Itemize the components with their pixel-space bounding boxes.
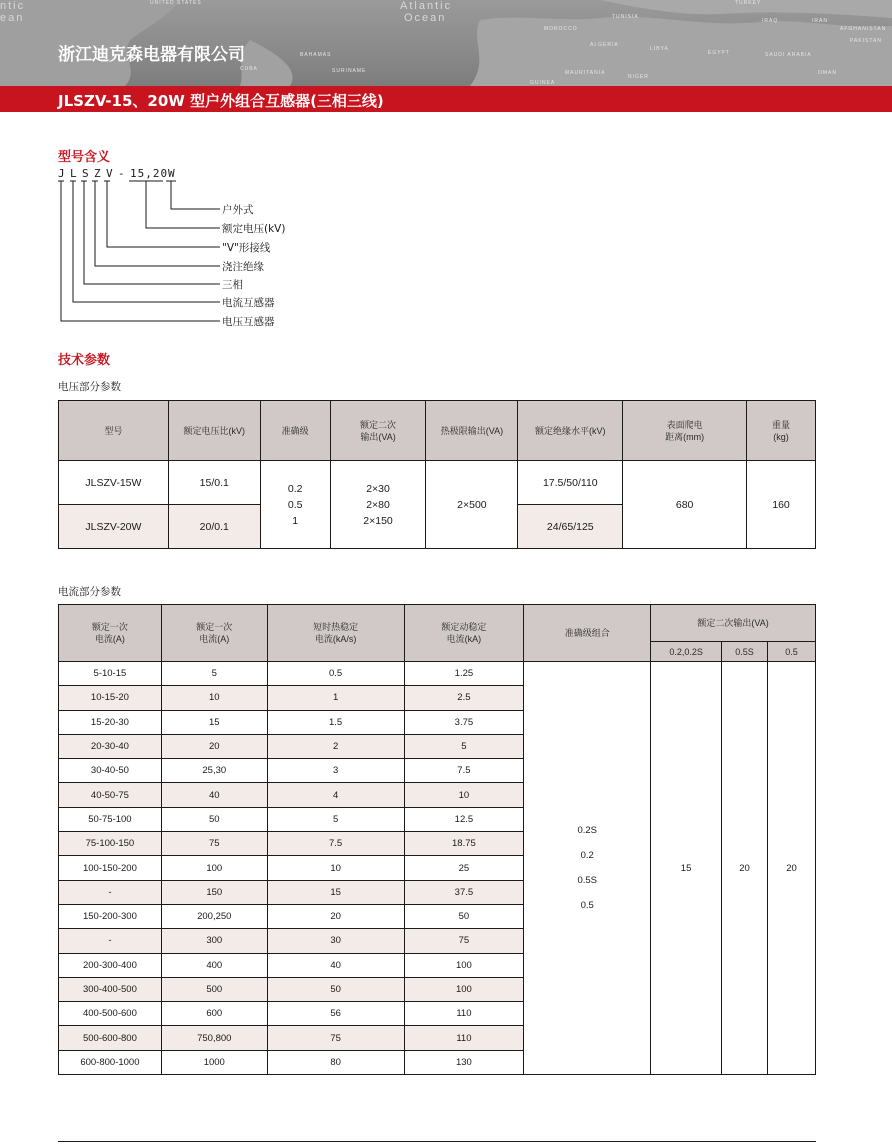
accuracy-value: 0.5 — [287, 498, 303, 511]
table-cell: 30 — [267, 929, 404, 953]
table-cell: 15-20-30 — [59, 710, 162, 734]
current-table-caption: 电流部分参数 — [58, 586, 121, 598]
table-cell: 2.5 — [404, 686, 524, 710]
accuracy-cell — [260, 461, 330, 549]
map-label: PAKISTAN — [850, 38, 882, 44]
map-label: SAUDI ARABIA — [765, 52, 812, 58]
table-cell: 2×500 — [426, 461, 518, 549]
table-cell: 100 — [404, 953, 524, 977]
table-cell: 150-200-300 — [59, 904, 162, 928]
col-header: 额定二次输出(VA) — [651, 605, 816, 642]
table-cell: 500-600-800 — [59, 1026, 162, 1050]
map-label: NIGER — [628, 74, 649, 80]
table-cell: 40-50-75 — [59, 783, 162, 807]
col-subheader: 0.5 — [767, 642, 815, 662]
table-cell: 20-30-40 — [59, 734, 162, 758]
current-params-table — [58, 604, 816, 1075]
map-label: IRAQ — [762, 18, 779, 24]
table-cell: 5 — [404, 734, 524, 758]
table-cell: 20/0.1 — [168, 505, 260, 549]
table-cell: JLSZV-20W — [59, 505, 169, 549]
map-label: Ocean — [404, 12, 447, 24]
table-cell: 5 — [161, 662, 267, 686]
table-cell: 110 — [404, 1002, 524, 1026]
output-value: 2×30 — [366, 482, 390, 495]
table-cell: 680 — [623, 461, 747, 549]
table-cell: 400 — [161, 953, 267, 977]
tech-params-title: 技术参数 — [58, 353, 111, 368]
legend-item: 户外式 — [222, 204, 254, 216]
table-cell: 75 — [161, 832, 267, 856]
table-cell: 750,800 — [161, 1026, 267, 1050]
table-cell: 17.5/50/110 — [518, 461, 623, 505]
table-cell: 0.5 — [267, 662, 404, 686]
current-table-body — [59, 662, 816, 1075]
table-cell: 3.75 — [404, 710, 524, 734]
map-label: ALGERIA — [590, 42, 619, 48]
voltage-table-caption: 电压部分参数 — [58, 381, 121, 393]
code-char: W — [168, 167, 176, 180]
legend-item: 额定电压(kV) — [222, 223, 286, 235]
company-name: 浙江迪克森电器有限公司 — [58, 45, 245, 65]
accuracy-value: 1 — [292, 514, 299, 527]
map-label: IRAN — [812, 18, 828, 24]
map-label: EGYPT — [708, 50, 730, 56]
table-cell: 50 — [161, 807, 267, 831]
map-label: ntic — [0, 0, 26, 12]
table-cell: JLSZV-15W — [59, 461, 169, 505]
table-cell: 110 — [404, 1026, 524, 1050]
model-diagram-lines — [0, 0, 892, 340]
table-cell: 1.5 — [267, 710, 404, 734]
table-cell: 10 — [267, 856, 404, 880]
table-cell: 10 — [404, 783, 524, 807]
accuracy-value: 0.2 — [287, 482, 303, 495]
map-label: CUBA — [240, 66, 258, 72]
table-cell: 100 — [404, 977, 524, 1001]
page-title: JLSZV-15、20W 型户外组合互感器(三相三线) — [58, 92, 384, 110]
secondary-output-value: 15 — [651, 662, 722, 1075]
footer-divider — [58, 1141, 816, 1142]
table-cell: 4 — [267, 783, 404, 807]
map-label: GUINEA — [530, 80, 556, 86]
col-header: 额定绝缘水平(kV) — [518, 401, 623, 461]
table-cell: 37.5 — [404, 880, 524, 904]
legend-item: 浇注绝缘 — [222, 261, 264, 273]
map-label: TURKEY — [735, 0, 762, 6]
col-header: 准确级组合 — [524, 605, 651, 662]
accuracy-combo-cell — [524, 662, 651, 1075]
output-value: 2×80 — [366, 498, 390, 511]
table-cell: 75 — [267, 1026, 404, 1050]
col-subheader: 0.2,0.2S — [651, 642, 722, 662]
table-cell: 300-400-500 — [59, 977, 162, 1001]
code-char: J — [58, 167, 66, 180]
map-label: MAURITANIA — [565, 70, 606, 76]
code-char: - — [118, 167, 126, 180]
accuracy-combo-value: 0.2S — [577, 825, 597, 837]
accuracy-combo-value: 0.2 — [580, 850, 594, 862]
table-cell: 600 — [161, 1002, 267, 1026]
table-cell: 20 — [267, 904, 404, 928]
table-row — [59, 662, 816, 686]
legend-item: 电流互感器 — [222, 297, 275, 309]
secondary-output-value: 20 — [767, 662, 815, 1075]
table-cell: 20 — [161, 734, 267, 758]
legend-item: 三相 — [222, 279, 243, 291]
table-cell: - — [59, 929, 162, 953]
table-cell: 25,30 — [161, 759, 267, 783]
table-cell: 50-75-100 — [59, 807, 162, 831]
table-cell: 500 — [161, 977, 267, 1001]
table-cell: 130 — [404, 1050, 524, 1074]
table-cell: 5-10-15 — [59, 662, 162, 686]
map-label: OMAN — [818, 70, 837, 76]
table-cell: 7.5 — [404, 759, 524, 783]
col-header: 热极限输出(VA) — [426, 401, 518, 461]
output-value: 2×150 — [363, 514, 393, 527]
table-cell: 150 — [161, 880, 267, 904]
col-subheader: 0.5S — [722, 642, 768, 662]
map-label: ean — [0, 12, 25, 24]
table-cell: 30-40-50 — [59, 759, 162, 783]
table-cell: 1 — [267, 686, 404, 710]
accuracy-combo-value: 0.5S — [577, 875, 597, 887]
table-cell: 12.5 — [404, 807, 524, 831]
map-label: AFGHANISTAN — [840, 26, 887, 32]
code-char: L — [70, 167, 78, 180]
table-cell: 80 — [267, 1050, 404, 1074]
table-cell: 600-800-1000 — [59, 1050, 162, 1074]
voltage-params-table — [58, 400, 816, 549]
col-header: 额定一次 电流(A) — [161, 605, 267, 662]
table-cell: 10 — [161, 686, 267, 710]
table-cell: 160 — [747, 461, 816, 549]
table-cell: 100 — [161, 856, 267, 880]
table-cell: 1000 — [161, 1050, 267, 1074]
table-cell: 7.5 — [267, 832, 404, 856]
map-label: BAHAMAS — [300, 52, 332, 58]
col-header: 表面爬电 距离(mm) — [623, 401, 747, 461]
table-cell: 400-500-600 — [59, 1002, 162, 1026]
col-header: 短时热稳定 电流(kA/s) — [267, 605, 404, 662]
table-cell: 50 — [267, 977, 404, 1001]
output-cell — [330, 461, 426, 549]
col-header: 额定电压比(kV) — [168, 401, 260, 461]
col-header: 额定二次 输出(VA) — [330, 401, 426, 461]
table-cell: 40 — [161, 783, 267, 807]
table-cell: 200-300-400 — [59, 953, 162, 977]
table-cell: 75-100-150 — [59, 832, 162, 856]
map-label: Atlantic — [400, 0, 453, 12]
col-header: 额定动稳定 电流(kA) — [404, 605, 524, 662]
table-cell: 24/65/125 — [518, 505, 623, 549]
code-char: Z — [94, 167, 102, 180]
code-char: S — [82, 167, 90, 180]
map-label: SURINAME — [332, 68, 367, 74]
table-cell: 18.75 — [404, 832, 524, 856]
map-label: MOROCCO — [544, 26, 578, 32]
table-cell: 15 — [267, 880, 404, 904]
secondary-output-value: 20 — [722, 662, 768, 1075]
table-cell: 15 — [161, 710, 267, 734]
col-header: 型号 — [59, 401, 169, 461]
table-cell: 2 — [267, 734, 404, 758]
table-cell: 40 — [267, 953, 404, 977]
map-label: LIBYA — [650, 46, 669, 52]
col-header: 额定一次 电流(A) — [59, 605, 162, 662]
accuracy-combo-value: 0.5 — [580, 900, 594, 912]
table-cell: 1.25 — [404, 662, 524, 686]
table-cell: 200,250 — [161, 904, 267, 928]
table-cell: 15/0.1 — [168, 461, 260, 505]
col-header: 重量 (kg) — [747, 401, 816, 461]
legend-item: "V"形接线 — [222, 242, 271, 254]
col-header: 准确级 — [260, 401, 330, 461]
table-cell: - — [59, 880, 162, 904]
model-meaning-title: 型号含义 — [58, 150, 111, 165]
table-cell: 25 — [404, 856, 524, 880]
code-char: V — [106, 167, 114, 180]
table-cell: 5 — [267, 807, 404, 831]
map-label: TUNISIA — [612, 14, 639, 20]
table-cell: 75 — [404, 929, 524, 953]
table-cell: 300 — [161, 929, 267, 953]
table-cell: 3 — [267, 759, 404, 783]
table-cell: 10-15-20 — [59, 686, 162, 710]
table-cell: 100-150-200 — [59, 856, 162, 880]
table-cell: 50 — [404, 904, 524, 928]
code-char: 15,20 — [130, 167, 169, 180]
table-cell: 56 — [267, 1002, 404, 1026]
map-label: UNITED STATES — [150, 0, 202, 6]
legend-item: 电压互感器 — [222, 316, 275, 328]
